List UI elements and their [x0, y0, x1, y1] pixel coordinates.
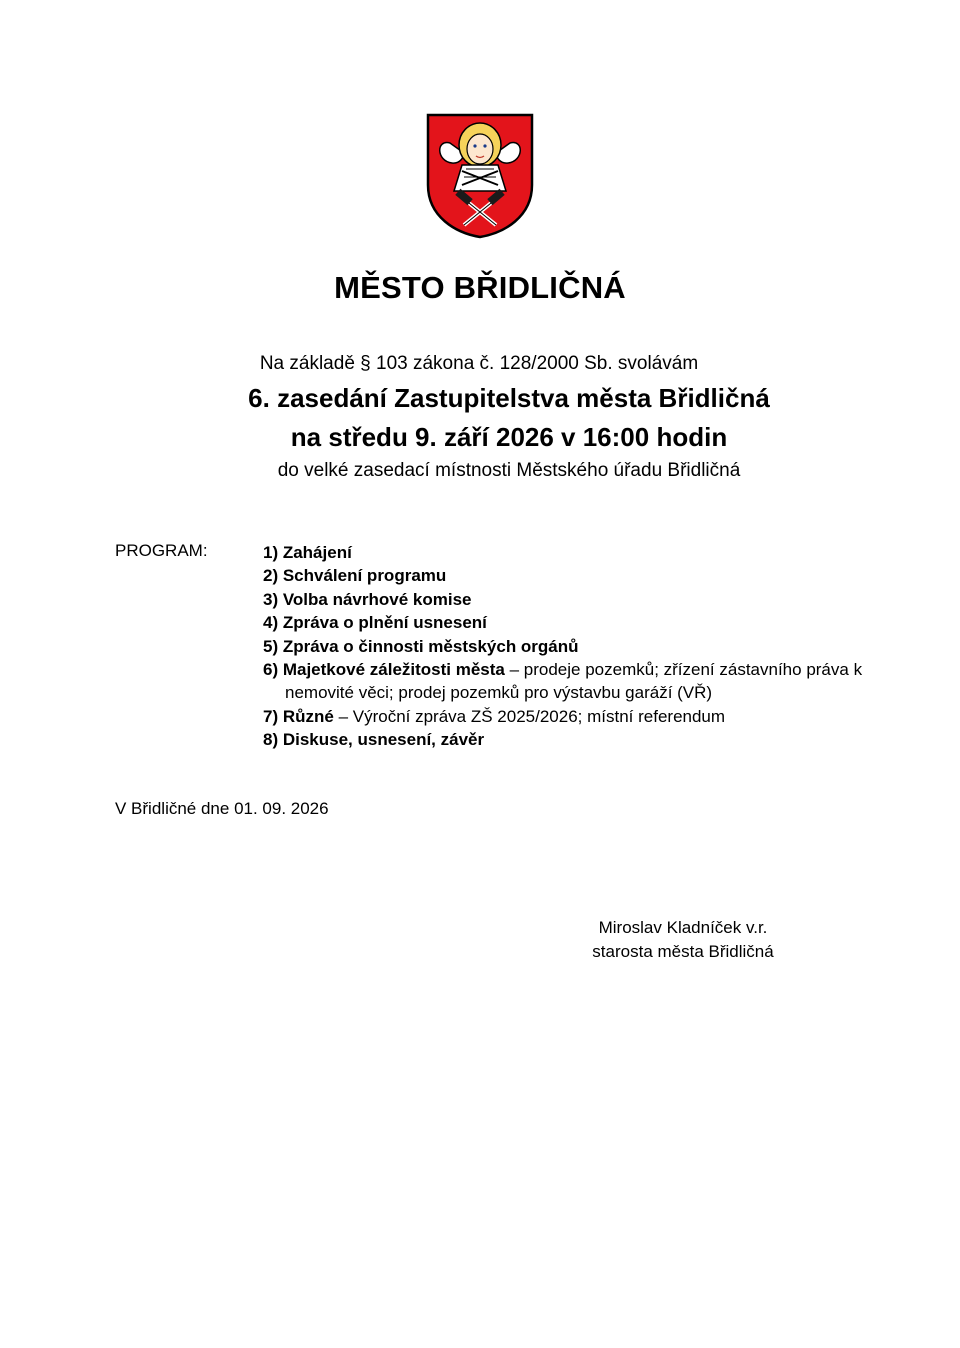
program-item-title: 4) Zpráva o plnění usnesení: [263, 613, 487, 633]
program-item: [263, 564, 903, 587]
program-item: [263, 541, 903, 564]
page-title: MĚSTO BŘIDLIČNÁ: [334, 270, 626, 305]
program-item-title: 5) Zpráva o činnosti městských orgánů: [263, 636, 579, 656]
program-item-detail: – prodeje pozemků; zřízení zástavního práva k: [504, 660, 863, 680]
program-item-title: 2) Schválení programu: [263, 566, 447, 586]
town-coat-of-arms-icon: [426, 113, 534, 239]
program-item-detail-continued: nemovité věci; prodej pozemků pro výstavbu garáží (VŘ): [285, 683, 713, 703]
signer-name: Miroslav Kladníček v.r.: [598, 918, 768, 937]
document-date: V Břidličné dne 01. 09. 2026: [115, 799, 329, 818]
program-item: [263, 728, 903, 751]
meeting-date-time: na středu 9. září 2026 v 16:00 hodin: [290, 422, 728, 452]
program-item-detail: – Výroční zpráva ZŠ 2025/2026; místní referendum: [333, 706, 726, 726]
program-label: PROGRAM:: [115, 541, 208, 560]
program-item: [263, 658, 903, 705]
signature-block: [578, 916, 788, 964]
program-item-title: 1) Zahájení: [263, 543, 352, 562]
program-item-title: 7) Různé: [263, 706, 334, 726]
program-item: [263, 611, 903, 634]
convocation-intro: Na základě § 103 zákona č. 128/2000 Sb. svolávám: [259, 353, 699, 374]
program-list: [263, 541, 903, 752]
program-item-title: 6) Majetkové záležitosti města: [263, 660, 505, 680]
program-item-title: 8) Diskuse, usnesení, závěr: [263, 730, 485, 750]
meeting-place: do velké zasedací místnosti Městského úřadu Břidličná: [277, 460, 741, 481]
program-item: [263, 705, 903, 728]
program-item: [263, 635, 903, 658]
program-item-title: 3) Volba návrhové komise: [263, 589, 472, 609]
meeting-heading: 6. zasedání Zastupitelstva města Břidličná: [248, 383, 770, 413]
program-item: [263, 588, 903, 611]
signer-title: starosta města Břidličná: [592, 942, 774, 961]
